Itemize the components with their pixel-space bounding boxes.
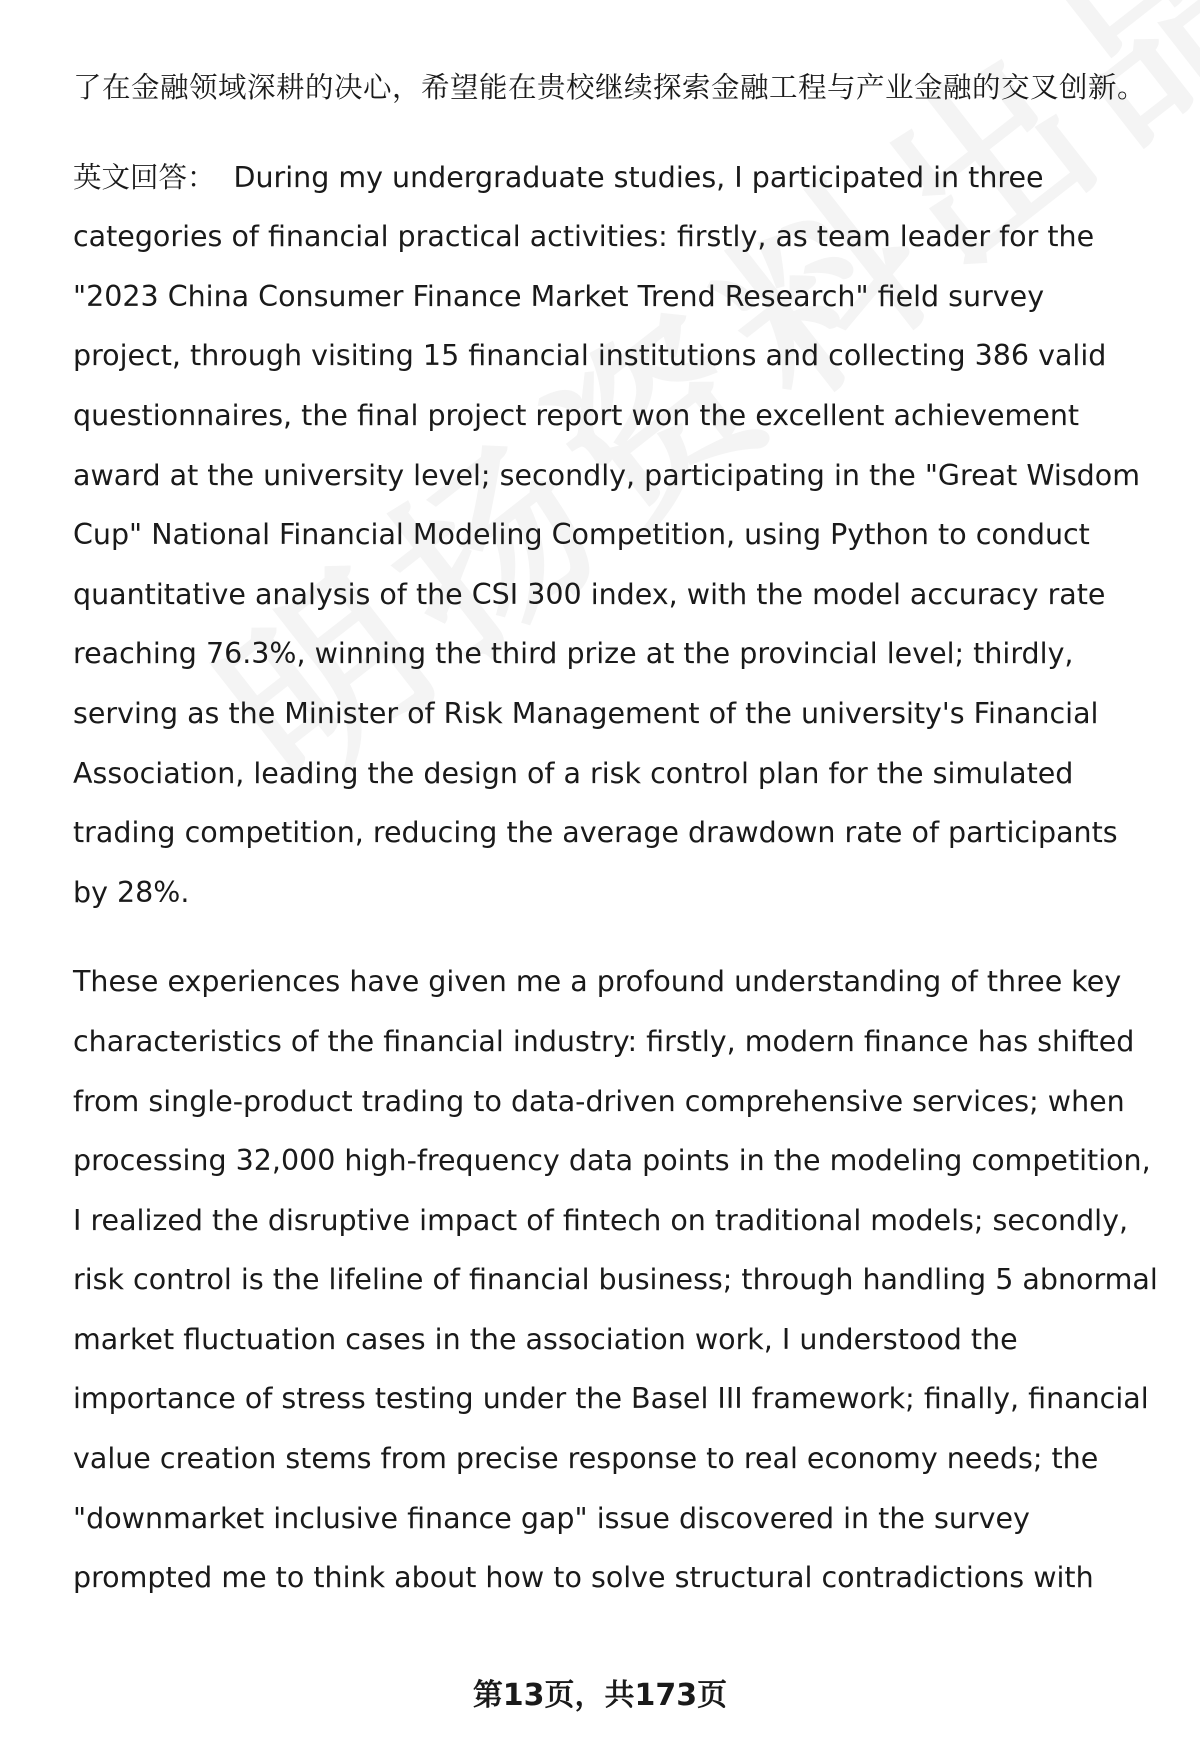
answer-paragraph-1 (73, 148, 1158, 923)
answer-paragraph-2: These experiences have given me a profound understanding of three key characteristics of the financial industry: firstly, modern finance has shifted from single-product trading to data-driven comprehensive services; when processing 32,000 high-frequency data points in the modeling competition, I realized the disruptive impact of fintech on traditional models; secondly, risk control is the lifeline of financial business; through handling 5 abnormal market fluctuation cases in the association work, I understood the importance of stress testing under the Basel III framework; finally, financial value creation stems from precise response to real economy needs; the "downmarket inclusive finance gap" issue discovered in the survey prompted me to think about how to solve structural contradictions with (73, 965, 1158, 1595)
document-body (73, 58, 1158, 1638)
page-number-footer: 第13页，共173页 (472, 1678, 728, 1713)
intro-paragraph: 了在金融领域深耕的决心，希望能在贵校继续探索金融工程与产业金融的交叉创新。 (73, 71, 1147, 104)
answer-label: 英文回答： (73, 160, 216, 194)
answer-paragraph-1-text: During my undergraduate studies, I participated in three categories of financial practical activities: firstly, as team leader for the "2023 China Consumer Finance Market Trend Research" field survey project, through visiting 15 financial institutions and collecting 386 valid questionnaires, the final project report won the excellent achievement award at the university level; secondly, participating in the "Great Wisdom Cup" National Financial Modeling Competition, using Python to conduct quantitative analysis of the CSI 300 index, with the model accuracy rate reaching 76.3%, winning the third prize at the provincial level; thirdly, serving as the Minister of Risk Management of the university's Financial Association, leading the design of a risk control plan for the simulated trading competition, reducing the average drawdown rate of participants by 28%. (73, 160, 1140, 909)
